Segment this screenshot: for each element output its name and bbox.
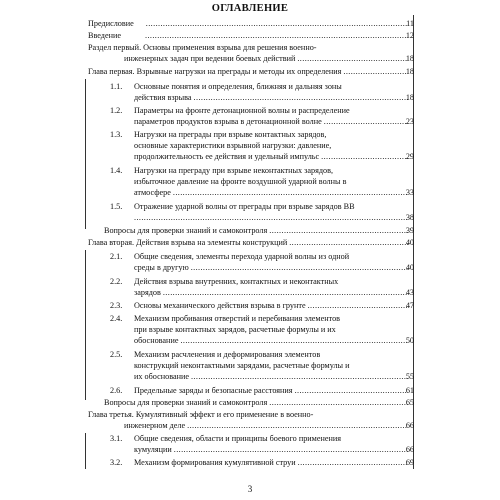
toc-entry-number: 1.5. — [110, 202, 123, 211]
toc-entry-page: 18 — [405, 93, 414, 102]
toc-entry-title: Механизм формирования кумулятивной струи — [134, 458, 296, 467]
toc-entry-title: Нагрузки на преграды при взрыве контактных зарядов, — [134, 130, 327, 139]
toc-entry-title: Предельные заряды и безопасные расстояния — [134, 386, 293, 395]
toc-entry-title-cont: атмосфере — [134, 188, 171, 197]
toc-entry-title: Параметры на фронте детонационной волны и распределение — [134, 106, 350, 115]
chapter-bracket — [85, 79, 86, 229]
toc-entry-number: 2.3. — [110, 301, 123, 310]
toc-entry-page: 18 — [405, 54, 414, 63]
toc-entry-number: 1.3. — [110, 130, 123, 139]
toc-entry-title-cont: среды в другую — [134, 263, 189, 272]
toc-entry-page: 40 — [405, 238, 414, 247]
toc-entry-number: 2.5. — [110, 350, 123, 359]
toc-entry-page: 47 — [405, 301, 414, 310]
toc-entry-title-cont: продолжительность ее действия и удельный импульс — [134, 152, 320, 161]
toc-entry — [110, 106, 408, 128]
toc-entry-page: 23 — [405, 117, 414, 126]
toc-entry-title-cont: основные характеристики взрывной нагрузки: давление, — [134, 141, 332, 150]
toc-entry-title: Нагрузки на преграду при взрыве неконтактных зарядов, — [134, 166, 334, 175]
toc-entry — [110, 350, 408, 383]
toc-entry-page: 29 — [405, 152, 414, 161]
toc-entry-number: 3.2. — [110, 458, 123, 467]
toc-entry-page: 66 — [405, 445, 414, 454]
toc-entry — [110, 130, 408, 163]
toc-entry-title: Вопросы для проверки знаний и самоконтроля — [104, 398, 268, 407]
toc-entry-title: Раздел первый. Основы применения взрыва для решения военно- — [88, 43, 317, 52]
toc-entry-title: Механизм расчленения и деформирования элементов — [134, 350, 321, 359]
toc-entry-title-cont: конструкций неконтактными зарядами, расчетные формулы и — [134, 361, 350, 370]
toc-entry — [88, 43, 408, 65]
toc-entry-page: 66 — [405, 421, 414, 430]
toc-entry-page: 65 — [405, 398, 414, 407]
toc-entry-page: 39 — [405, 226, 414, 235]
toc-entry-title: Глава первая. Взрывные нагрузки на преграды и методы их определения — [88, 67, 342, 76]
toc-entry-title-cont: инженерных задач при ведении боевых действий — [124, 54, 296, 63]
toc-entry-page: 12 — [405, 31, 414, 40]
toc-entry-page: 40 — [405, 263, 414, 272]
toc-entry-title-cont: инженерном деле — [124, 421, 186, 430]
toc-entry-page: 11 — [406, 19, 414, 28]
toc-entry-title-cont: избыточное давление на фронте воздушной ударной волны в — [134, 177, 347, 186]
toc-entry-title: Глава третья. Кумулятивный эффект и его применение в военно- — [88, 410, 314, 419]
chapter-bracket — [85, 250, 86, 400]
toc-entry-page: 69 — [405, 458, 414, 467]
toc-entry-title: Вопросы для проверки знаний и самоконтроля — [104, 226, 268, 235]
toc-entry-page: 61 — [405, 386, 414, 395]
toc-entry — [110, 277, 408, 299]
toc-entry-title: Механизм пробивания отверстий и перебивания элементов — [134, 314, 341, 323]
toc-entry-number: 1.1. — [110, 82, 123, 91]
toc-entry-number: 1.2. — [110, 106, 123, 115]
toc-entry — [88, 410, 408, 432]
toc-entry — [110, 434, 408, 456]
toc-entry-title: Общие сведения, элементы перехода ударной волны из одной — [134, 252, 350, 261]
toc-entry-title: Глава вторая. Действия взрыва на элементы конструкций — [88, 238, 288, 247]
toc-entry-page: 50 — [405, 336, 414, 345]
toc-entry-title-cont: параметров продуктов взрыва в детонационной волне — [134, 117, 322, 126]
toc-entry-title: Действия взрыва внутренних, контактных и неконтактных — [134, 277, 339, 286]
toc-entry-number: 2.2. — [110, 277, 123, 286]
toc-entry-number: 1.4. — [110, 166, 123, 175]
toc-entry-title-cont: действия взрыва — [134, 93, 192, 102]
toc-entry — [110, 314, 408, 347]
toc-entry-number: 2.6. — [110, 386, 123, 395]
toc-entry-title: Основные понятия и определения, ближняя и дальняя зоны — [134, 82, 342, 91]
toc-entry-page: 18 — [405, 67, 414, 76]
toc-entry — [110, 252, 408, 274]
toc-entry — [110, 166, 408, 199]
toc-entry-number: 2.1. — [110, 252, 123, 261]
toc-entry-title-cont: их обоснование — [134, 372, 189, 381]
toc-entry-title-cont: при взрыве контактных зарядов, расчетные формулы и их — [134, 325, 336, 334]
toc-title: ОГЛАВЛЕНИЕ — [211, 3, 289, 14]
toc-entry — [110, 82, 408, 104]
toc-entry-title-cont: кумуляции — [134, 445, 172, 454]
toc-entry-title: Общие сведения, области и принципы боевого применения — [134, 434, 342, 443]
toc-entry-title: Предисловие — [88, 19, 134, 28]
toc-entry-page: 38 — [405, 213, 414, 222]
toc-entry-page: 33 — [405, 188, 414, 197]
toc-entry-title: Основы механического действия взрыва в грунте — [134, 301, 306, 310]
chapter-bracket — [85, 433, 86, 469]
page-number: 3 — [247, 484, 253, 494]
toc-entry — [110, 202, 408, 224]
toc-entry-title: Введение — [88, 31, 122, 40]
toc-entry-page: 55 — [405, 372, 414, 381]
toc-entry-page: 43 — [405, 288, 414, 297]
toc-entry-title-cont: обоснование — [134, 336, 179, 345]
toc-entry-title-cont: зарядов — [134, 288, 161, 297]
toc-entry-number: 2.4. — [110, 314, 123, 323]
toc-entry-title: Отражение ударной волны от преграды при взрыве зарядов ВВ — [134, 202, 355, 211]
toc-entry-number: 3.1. — [110, 434, 123, 443]
